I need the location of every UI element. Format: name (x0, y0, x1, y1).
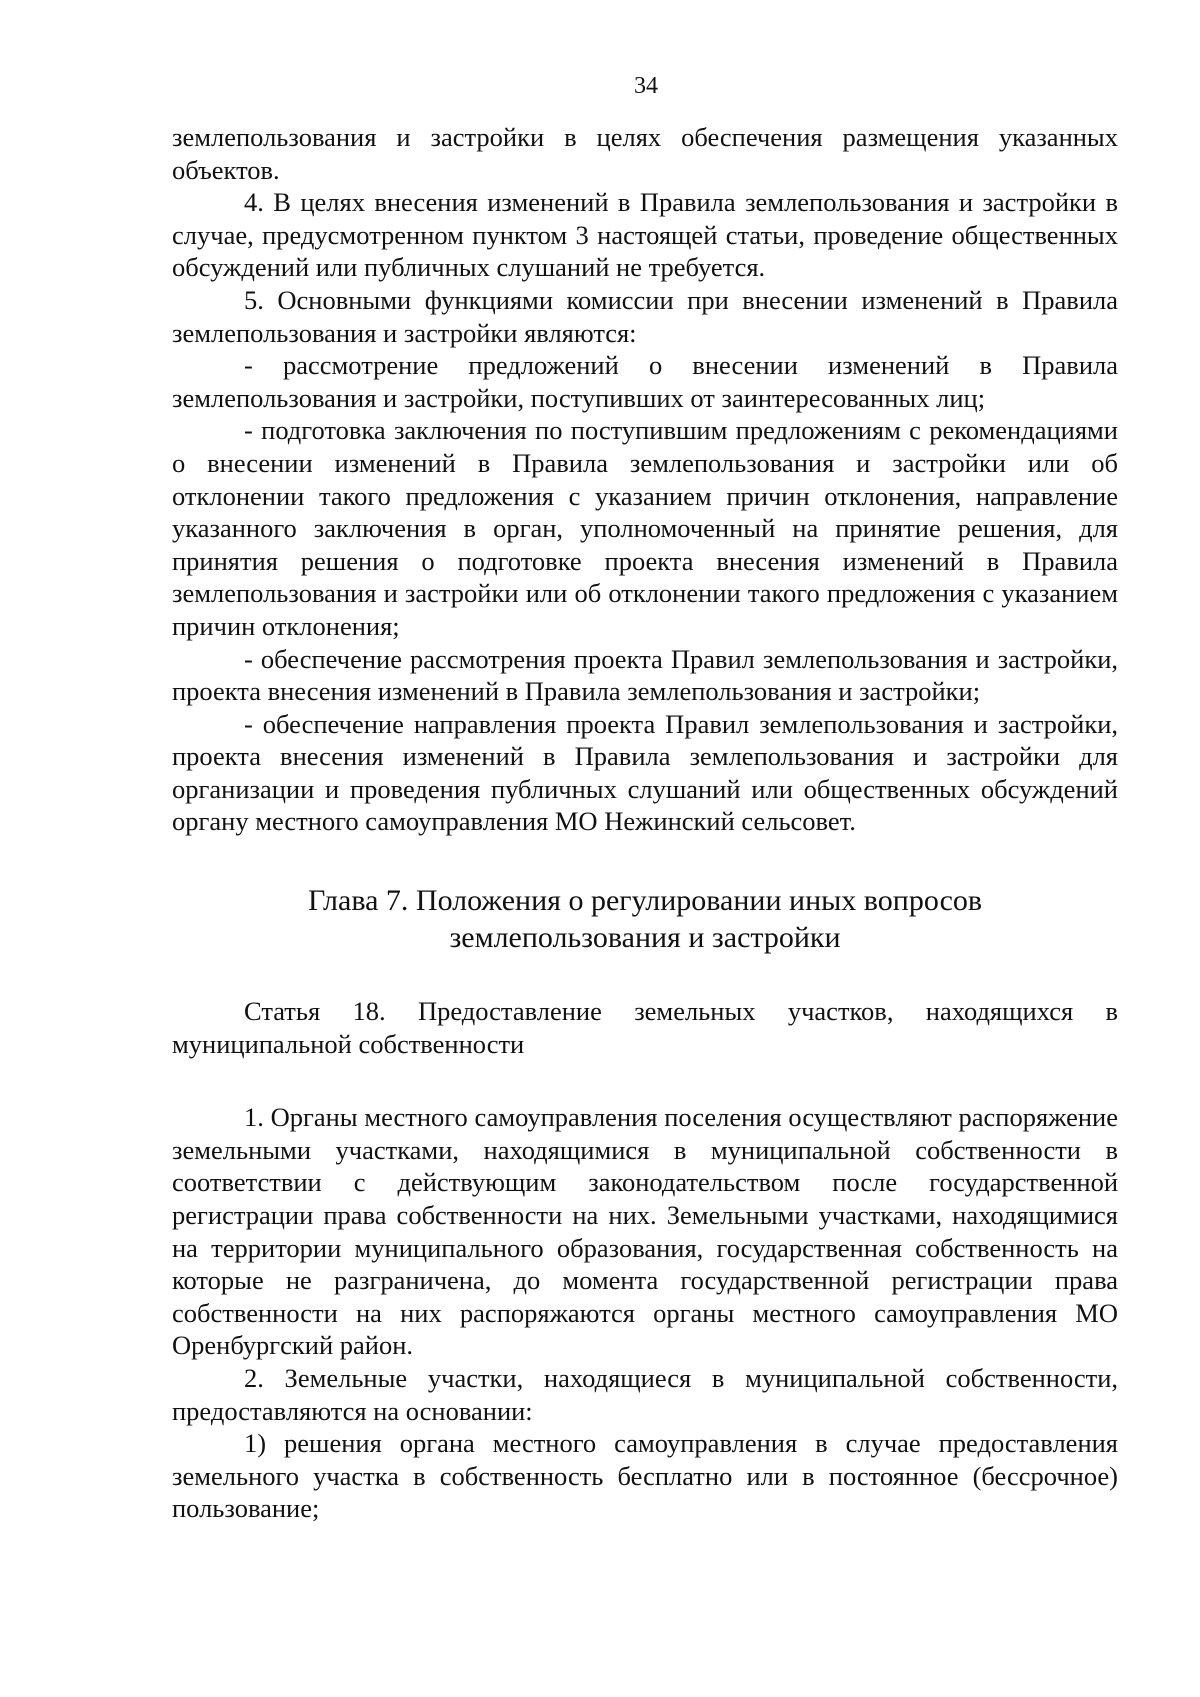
paragraph-article-subitem-1: 1) решения органа местного самоуправления в случае предоставления земельного участка в собственность бесплатно или в постоянное (бессрочное) пользование; (172, 1428, 1118, 1524)
paragraph-article-item-2: 2. Земельные участки, находящиеся в муниципальной собственности, предоставляются на основании: (172, 1363, 1118, 1426)
article-spacer (172, 1060, 1118, 1101)
chapter-title-line-1: Глава 7. Положения о регулировании иных вопросов (307, 884, 983, 918)
paragraph-continuation: землепользования и застройки в целях обеспечения размещения указанных объектов. (172, 122, 1118, 185)
chapter-title-line-2: землепользования и застройки (449, 921, 841, 955)
list-item-ensuring-direction: - обеспечение направления проекта Правил землепользования и застройки, проекта внесения изменений в Правила землепользования и застройки для организации и проведения публичных слушаний или общественных обсуждений органу местного самоуправления МО Нежинский сельсовет. (172, 708, 1118, 837)
article-title: Статья 18. Предоставление земельных участков, находящихся в муниципальной собственности (172, 996, 1118, 1059)
page-content (172, 121, 1118, 1525)
paragraph-item-4: 4. В целях внесения изменений в Правила землепользования и застройки в случае, предусмотренном пунктом 3 настоящей статьи, проведение общественных обсуждений или публичных слушаний не требуется. (172, 187, 1118, 283)
list-item-review: - рассмотрение предложений о внесении изменений в Правила землепользования и застройки, поступивших от заинтересованных лиц; (172, 350, 1118, 413)
page-number: 34 (634, 73, 658, 99)
paragraph-item-5: 5. Основными функциями комиссии при внесении изменений в Правила землепользования и застройки являются: (172, 284, 1118, 348)
list-item-preparation: - подготовка заключения по поступившим предложениям с рекомендациями о внесении изменений в Правила землепользования и застройки или об отклонении такого предложения с указанием причин отклонения, направление указанного заключения в орган, уполномоченный на принятие решения, для принятия решения о подготовке проекта внесения изменений в Правила землепользования и застройки или об отклонении такого предложения с указанием причин отклонения; (172, 415, 1118, 641)
paragraph-article-item-1: 1. Органы местного самоуправления поселения осуществляют распоряжение земельными участками, находящимися в муниципальной собственности в соответствии с действующим законодательством после государственной регистрации права собственности на них. Земельными участками, находящимися на территории муниципального образования, государственная собственность на которые не разграничена, до момента государственной регистрации права собственности на них распоряжаются органы местного самоуправления МО Оренбургский район. (172, 1102, 1118, 1361)
list-item-ensuring-review: - обеспечение рассмотрения проекта Правил землепользования и застройки, проекта внесения изменений в Правила землепользования и застройки; (172, 643, 1118, 707)
chapter-heading (172, 882, 1118, 956)
